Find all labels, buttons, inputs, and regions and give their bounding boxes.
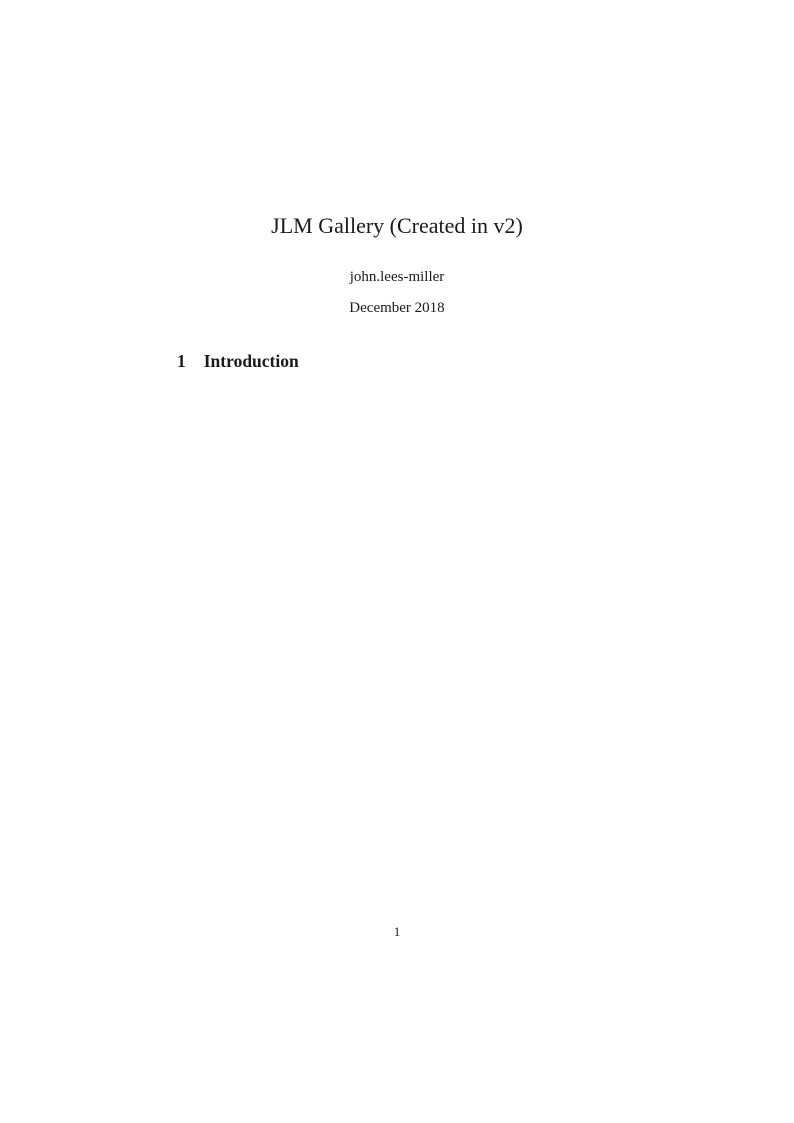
section-heading (177, 351, 299, 372)
document-author: john.lees-miller (349, 269, 445, 285)
document-title: JLM Gallery (Created in v2) (271, 213, 523, 238)
section-title: Introduction (203, 351, 299, 371)
section-number: 1 (177, 351, 186, 371)
document-date: December 2018 (349, 300, 445, 316)
page-number: 1 (393, 924, 401, 939)
